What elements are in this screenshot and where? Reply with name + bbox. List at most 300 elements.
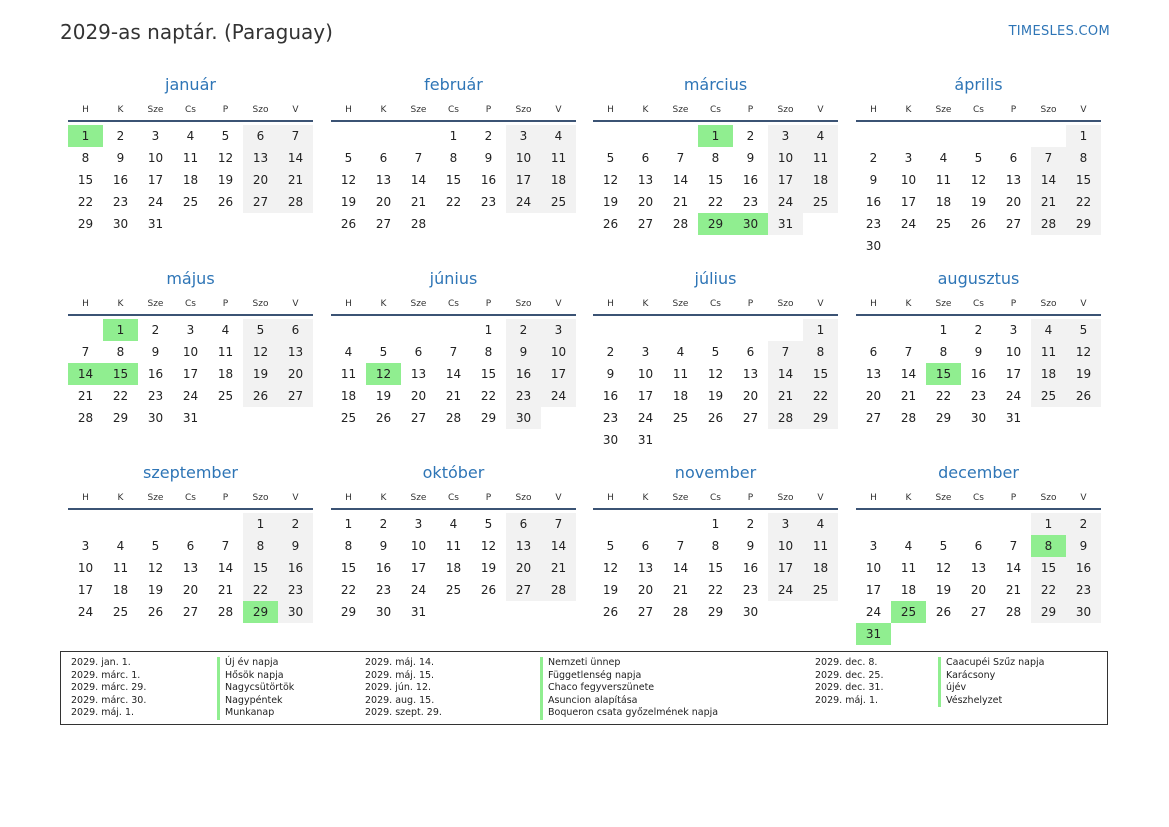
day-cell: 27 [865, 411, 882, 425]
day-cell: 26 [970, 217, 987, 231]
day-cell: 8 [116, 345, 125, 359]
empty-cell [436, 213, 471, 235]
legend-date: 2029. dec. 25. [815, 669, 884, 681]
week-row [856, 601, 1101, 623]
weekend-day-cell: 14 [278, 147, 313, 169]
weekend-day-cell: 29 [1031, 601, 1066, 623]
day-cell: 6 [746, 345, 755, 359]
weekday-label: P [1010, 493, 1017, 503]
day-cell: 8 [449, 151, 458, 165]
day-cell: 11 [217, 345, 234, 359]
weekday-label: V [555, 299, 562, 309]
day-cell: 14 [445, 367, 462, 381]
day-cell: 13 [1005, 173, 1022, 187]
weekday-label: P [222, 493, 229, 503]
week-row [68, 535, 313, 557]
weekend-day-cell: 14 [541, 535, 576, 557]
weekday-label: V [555, 493, 562, 503]
weekday-label: Sze [147, 105, 164, 115]
weekend-day-cell: 10 [768, 535, 803, 557]
legend-holiday-name: újév [938, 682, 1044, 695]
empty-cell [208, 213, 243, 235]
empty-cell [996, 235, 1031, 257]
day-grid [331, 319, 576, 429]
day-cell: 16 [480, 173, 497, 187]
day-cell: 18 [217, 367, 234, 381]
weekend-day-cell: 10 [506, 147, 541, 169]
empty-cell [628, 319, 663, 341]
day-cell: 28 [672, 217, 689, 231]
week-row [68, 319, 313, 341]
legend-names-col-1 [217, 657, 294, 720]
day-cell: 27 [970, 605, 987, 619]
month-name: november [674, 463, 757, 482]
day-cell: 29 [707, 605, 724, 619]
day-cell: 23 [742, 583, 759, 597]
day-cell: 18 [672, 389, 689, 403]
day-cell: 28 [217, 605, 234, 619]
day-cell: 22 [77, 195, 94, 209]
week-row [331, 535, 576, 557]
weekend-day-cell: 21 [768, 385, 803, 407]
weekend-day-cell: 25 [803, 579, 838, 601]
empty-cell [593, 319, 628, 341]
day-cell: 12 [602, 173, 619, 187]
weekend-day-cell: 18 [1031, 363, 1066, 385]
weekday-label: H [345, 493, 352, 503]
day-cell: 3 [641, 345, 650, 359]
day-cell: 26 [602, 605, 619, 619]
legend-holiday-name: Caacupéi Szűz napja [938, 657, 1044, 670]
empty-cell [856, 125, 891, 147]
weekend-day-cell: 3 [541, 319, 576, 341]
legend-date: 2029. máj. 1. [815, 694, 879, 706]
week-row [593, 535, 838, 557]
day-cell: 4 [344, 345, 353, 359]
day-cell: 3 [414, 517, 423, 531]
weekday-label: Cs [448, 105, 459, 115]
holiday-day-cell: 29 [698, 213, 733, 235]
weekend-day-cell: 11 [803, 535, 838, 557]
day-cell: 26 [480, 583, 497, 597]
empty-cell [926, 513, 961, 535]
legend-holiday-name: Függetlenség napja [540, 670, 718, 683]
empty-cell [1066, 623, 1101, 645]
weekday-label: Sze [410, 299, 427, 309]
empty-cell [628, 513, 663, 535]
day-cell: 25 [340, 411, 357, 425]
week-row [593, 601, 838, 623]
day-cell: 5 [606, 539, 615, 553]
day-cell: 31 [637, 433, 654, 447]
weekday-label: Szo [515, 299, 532, 309]
weekend-day-cell: 12 [243, 341, 278, 363]
empty-cell [698, 319, 733, 341]
day-cell: 20 [742, 389, 759, 403]
weekday-label: Szo [1040, 105, 1057, 115]
legend-date: 2029. dec. 31. [815, 682, 884, 694]
weekend-day-cell: 17 [768, 169, 803, 191]
weekday-label: Sze [935, 493, 952, 503]
day-cell: 24 [900, 217, 917, 231]
weekday-label: Cs [710, 299, 721, 309]
weekday-label: V [555, 105, 562, 115]
day-grid [856, 513, 1101, 645]
week-row [593, 191, 838, 213]
weekend-day-cell: 8 [803, 341, 838, 363]
day-cell: 27 [637, 217, 654, 231]
day-cell: 3 [1009, 323, 1018, 337]
weekend-day-cell: 19 [243, 363, 278, 385]
weekday-label: Szo [252, 105, 269, 115]
legend-date: 2029. jan. 1. [71, 657, 131, 668]
weekend-day-cell: 31 [768, 213, 803, 235]
weekend-day-cell: 6 [243, 125, 278, 147]
weekend-day-cell: 1 [1031, 513, 1066, 535]
day-cell: 4 [904, 539, 913, 553]
day-cell: 23 [480, 195, 497, 209]
day-cell: 16 [375, 561, 392, 575]
weekday-label: Sze [935, 299, 952, 309]
month-name: december [938, 463, 1019, 482]
weekend-day-cell: 3 [506, 125, 541, 147]
day-cell: 6 [414, 345, 423, 359]
day-cell: 28 [1005, 605, 1022, 619]
legend-dates-col-3 [815, 657, 883, 707]
week-row [593, 213, 838, 235]
weekday-label: V [1080, 493, 1087, 503]
weekend-day-cell: 25 [541, 191, 576, 213]
day-grid [68, 319, 313, 429]
day-cell: 26 [147, 605, 164, 619]
week-row [68, 601, 313, 623]
day-cell: 18 [112, 583, 129, 597]
weekday-label: Cs [185, 105, 196, 115]
weekday-label: Cs [710, 105, 721, 115]
week-row [856, 147, 1101, 169]
week-row [68, 147, 313, 169]
day-cell: 19 [217, 173, 234, 187]
weekday-label: Cs [448, 299, 459, 309]
legend-date: 2029. márc. 1. [71, 669, 141, 681]
weekend-day-cell: 7 [278, 125, 313, 147]
day-cell: 6 [186, 539, 195, 553]
weekday-label: P [485, 299, 492, 309]
weekend-day-cell: 13 [243, 147, 278, 169]
day-cell: 16 [742, 561, 759, 575]
legend-holiday-name: Nemzeti ünnep [540, 657, 718, 670]
day-cell: 6 [869, 345, 878, 359]
empty-cell [891, 319, 926, 341]
day-cell: 13 [410, 367, 427, 381]
day-grid [68, 513, 313, 623]
day-cell: 8 [81, 151, 90, 165]
weekend-day-cell: 23 [506, 385, 541, 407]
weekday-label: V [1080, 105, 1087, 115]
weekday-label: H [82, 299, 89, 309]
legend-names-col-3 [938, 657, 1044, 707]
day-cell: 10 [900, 173, 917, 187]
weekend-day-cell: 24 [541, 385, 576, 407]
weekend-day-cell: 11 [1031, 341, 1066, 363]
month-7 [593, 268, 838, 451]
day-cell: 22 [707, 195, 724, 209]
day-cell: 8 [711, 151, 720, 165]
empty-cell [506, 213, 541, 235]
weekday-label: P [747, 493, 754, 503]
week-row [68, 407, 313, 429]
day-cell: 11 [935, 173, 952, 187]
weekend-day-cell: 15 [803, 363, 838, 385]
weekday-label: K [642, 105, 649, 115]
empty-cell [891, 125, 926, 147]
week-row [856, 169, 1101, 191]
weekend-day-cell: 25 [803, 191, 838, 213]
week-row [593, 341, 838, 363]
weekend-day-cell: 1 [243, 513, 278, 535]
day-cell: 20 [637, 195, 654, 209]
weekend-day-cell: 20 [243, 169, 278, 191]
week-row [331, 557, 576, 579]
weekday-label: K [642, 299, 649, 309]
day-cell: 24 [865, 605, 882, 619]
weekend-day-cell: 22 [243, 579, 278, 601]
day-cell: 26 [375, 411, 392, 425]
day-cell: 14 [900, 367, 917, 381]
legend-holiday-name: Nagypéntek [217, 695, 294, 708]
week-row [856, 513, 1101, 535]
day-cell: 1 [939, 323, 948, 337]
week-row [593, 169, 838, 191]
week-row [331, 213, 576, 235]
weekend-day-cell: 16 [1066, 557, 1101, 579]
holiday-day-cell: 15 [103, 363, 138, 385]
day-cell: 30 [865, 239, 882, 253]
day-cell: 2 [746, 129, 755, 143]
page-title: 2029-as naptár. (Paraguay) [60, 20, 333, 44]
weekday-label: K [905, 299, 912, 309]
weekend-day-cell: 1 [1066, 125, 1101, 147]
day-cell: 27 [375, 217, 392, 231]
empty-cell [628, 125, 663, 147]
day-cell: 5 [974, 151, 983, 165]
day-cell: 17 [637, 389, 654, 403]
day-cell: 12 [480, 539, 497, 553]
weekday-label: Szo [1040, 299, 1057, 309]
day-cell: 24 [410, 583, 427, 597]
holiday-day-cell: 25 [891, 601, 926, 623]
weekday-label: Szo [777, 105, 794, 115]
day-cell: 4 [939, 151, 948, 165]
empty-cell [803, 601, 838, 623]
empty-cell [436, 601, 471, 623]
month-name: május [166, 269, 215, 288]
day-cell: 12 [602, 561, 619, 575]
weekend-day-cell: 9 [1066, 535, 1101, 557]
weekday-header [593, 488, 838, 510]
weekend-day-cell: 20 [278, 363, 313, 385]
day-cell: 9 [746, 151, 755, 165]
month-name: július [694, 269, 737, 288]
day-cell: 30 [742, 605, 759, 619]
empty-cell [208, 513, 243, 535]
day-cell: 14 [672, 173, 689, 187]
week-row [856, 579, 1101, 601]
weekend-day-cell: 24 [506, 191, 541, 213]
day-cell: 21 [445, 389, 462, 403]
empty-cell [961, 125, 996, 147]
weekday-label: Sze [147, 493, 164, 503]
empty-cell [278, 213, 313, 235]
day-cell: 14 [672, 561, 689, 575]
week-row [331, 191, 576, 213]
weekday-label: Szo [1040, 493, 1057, 503]
week-row [856, 385, 1101, 407]
day-cell: 19 [147, 583, 164, 597]
day-cell: 28 [77, 411, 94, 425]
weekday-label: K [380, 299, 387, 309]
month-1 [68, 74, 313, 235]
day-cell: 12 [147, 561, 164, 575]
empty-cell [541, 407, 576, 429]
day-cell: 2 [869, 151, 878, 165]
day-cell: 20 [865, 389, 882, 403]
empty-cell [68, 513, 103, 535]
week-row [68, 341, 313, 363]
day-cell: 7 [81, 345, 90, 359]
empty-cell [961, 513, 996, 535]
day-cell: 9 [151, 345, 160, 359]
month-name: augusztus [937, 269, 1020, 288]
day-cell: 30 [602, 433, 619, 447]
empty-cell [68, 319, 103, 341]
day-cell: 13 [970, 561, 987, 575]
day-cell: 11 [445, 539, 462, 553]
week-row [593, 557, 838, 579]
weekday-header [68, 488, 313, 510]
day-cell: 3 [186, 323, 195, 337]
day-cell: 5 [939, 539, 948, 553]
empty-cell [768, 601, 803, 623]
legend-dates-col-2 [365, 657, 442, 720]
week-row [331, 407, 576, 429]
day-cell: 11 [182, 151, 199, 165]
weekend-day-cell: 8 [243, 535, 278, 557]
weekend-day-cell: 22 [1031, 579, 1066, 601]
day-cell: 30 [112, 217, 129, 231]
weekday-label: H [82, 105, 89, 115]
day-cell: 4 [186, 129, 195, 143]
month-10 [331, 462, 576, 623]
day-cell: 12 [935, 561, 952, 575]
day-cell: 17 [147, 173, 164, 187]
weekend-day-cell: 20 [506, 557, 541, 579]
empty-cell [593, 125, 628, 147]
weekday-label: V [292, 493, 299, 503]
month-5 [68, 268, 313, 429]
legend-date: 2029. máj. 15. [365, 669, 435, 681]
day-cell: 8 [484, 345, 493, 359]
day-cell: 25 [445, 583, 462, 597]
day-cell: 21 [77, 389, 94, 403]
day-cell: 31 [182, 411, 199, 425]
weekday-header [593, 100, 838, 122]
weekday-label: K [117, 299, 124, 309]
weekday-header [856, 100, 1101, 122]
empty-cell [173, 213, 208, 235]
weekend-day-cell: 4 [803, 125, 838, 147]
empty-cell [401, 319, 436, 341]
week-row [331, 125, 576, 147]
holiday-legend [60, 651, 1108, 725]
brand-link[interactable]: TIMESLES.COM [1008, 24, 1110, 39]
weekend-day-cell: 2 [1066, 513, 1101, 535]
weekend-day-cell: 11 [803, 147, 838, 169]
day-cell: 15 [480, 367, 497, 381]
legend-holiday-name: Hősök napja [217, 670, 294, 683]
weekend-day-cell: 2 [278, 513, 313, 535]
weekday-label: V [817, 493, 824, 503]
day-cell: 7 [904, 345, 913, 359]
weekend-day-cell: 15 [1031, 557, 1066, 579]
empty-cell [278, 407, 313, 429]
week-row [68, 557, 313, 579]
weekday-label: K [905, 493, 912, 503]
weekend-day-cell: 6 [506, 513, 541, 535]
day-cell: 18 [340, 389, 357, 403]
weekend-day-cell: 27 [506, 579, 541, 601]
weekday-label: K [117, 105, 124, 115]
day-grid [593, 319, 838, 451]
day-cell: 10 [147, 151, 164, 165]
weekend-day-cell: 21 [278, 169, 313, 191]
weekend-day-cell: 7 [1031, 147, 1066, 169]
empty-cell [541, 601, 576, 623]
week-row [331, 341, 576, 363]
day-cell: 19 [707, 389, 724, 403]
weekend-day-cell: 28 [278, 191, 313, 213]
legend-date: 2029. szept. 29. [365, 707, 442, 719]
legend-holiday-name: Boqueron csata győzelmének napja [540, 707, 718, 720]
day-cell: 2 [484, 129, 493, 143]
weekend-day-cell: 30 [278, 601, 313, 623]
empty-cell [663, 513, 698, 535]
weekday-header [331, 294, 576, 316]
legend-dates-col-1 [71, 657, 146, 720]
week-row [856, 341, 1101, 363]
day-cell: 16 [865, 195, 882, 209]
day-cell: 16 [970, 367, 987, 381]
day-cell: 13 [637, 561, 654, 575]
day-cell: 16 [742, 173, 759, 187]
month-3 [593, 74, 838, 235]
empty-cell [331, 125, 366, 147]
month-4 [856, 74, 1101, 257]
day-cell: 1 [344, 517, 353, 531]
weekday-header [856, 294, 1101, 316]
empty-cell [856, 319, 891, 341]
weekend-day-cell: 23 [278, 579, 313, 601]
weekend-day-cell: 30 [1066, 601, 1101, 623]
holiday-day-cell: 30 [733, 213, 768, 235]
empty-cell [698, 429, 733, 451]
month-9 [68, 462, 313, 623]
day-cell: 28 [410, 217, 427, 231]
legend-holiday-name: Nagycsütörtök [217, 682, 294, 695]
weekend-day-cell: 22 [1066, 191, 1101, 213]
empty-cell [243, 213, 278, 235]
day-cell: 19 [970, 195, 987, 209]
